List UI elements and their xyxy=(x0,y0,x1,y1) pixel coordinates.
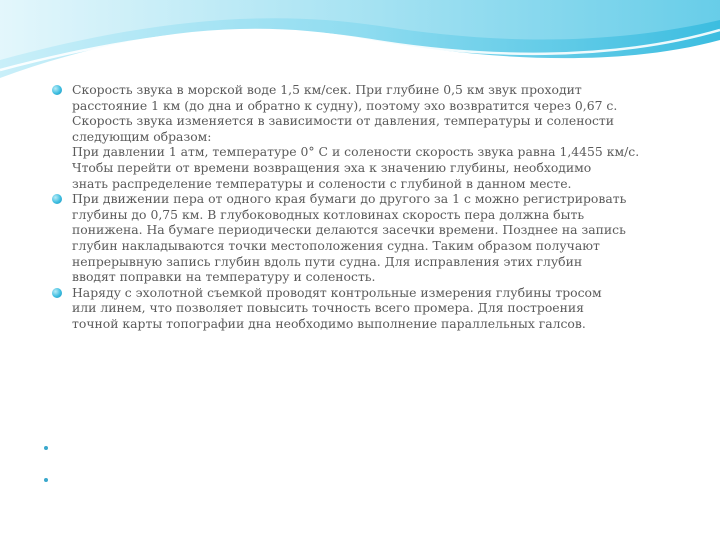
text-line: или линем, что позволяет повысить точность всего промера. Для построения xyxy=(72,300,584,316)
text-line: глубины до 0,75 км. В глубоководных котловинах скорость пера должна быть xyxy=(72,206,585,222)
text-line: следующим образом: xyxy=(72,128,212,144)
bullet-sound-speed xyxy=(52,82,692,191)
slide-body xyxy=(52,82,692,332)
text-line: непрерывную запись глубин вдоль пути судна. Для исправления этих глубин xyxy=(72,253,583,269)
text-line: Чтобы перейти от времени возвращения эха к значению глубины, необходимо xyxy=(72,159,592,175)
bullet-icon xyxy=(52,85,62,95)
text-line: При давлении 1 атм, температуре 0° С и солености скорость звука равна 1,4455 км/с. xyxy=(72,144,640,160)
wave-header-decoration xyxy=(0,0,720,90)
text-line: знать распределение температуры и солености с глубиной в данном месте. xyxy=(72,175,572,191)
text-line: точной карты топографии дна необходимо выполнение параллельных галсов. xyxy=(72,315,586,331)
text-line: глубин накладываются точки местоположения судна. Таким образом получают xyxy=(72,237,600,253)
bullet-control-measurements xyxy=(52,285,692,332)
empty-bullet-icon xyxy=(44,478,48,482)
text-line: Скорость звука в морской воде 1,5 км/сек. При глубине 0,5 км звук проходит xyxy=(72,82,582,97)
text-line: Наряду с эхолотной съемкой проводят контрольные измерения глубины тросом xyxy=(72,284,602,300)
bullet-icon xyxy=(52,194,62,204)
text-line: Скорость звука изменяется в зависимости от давления, температуры и солености xyxy=(72,113,615,129)
text-line: вводят поправки на температуру и соленость. xyxy=(72,269,376,285)
bullet-icon xyxy=(52,288,62,298)
text-line: расстояние 1 км (до дна и обратно к судну), поэтому эхо возвратится через 0,67 с. xyxy=(72,97,618,113)
text-line: понижена. На бумаге периодически делаются засечки времени. Позднее на запись xyxy=(72,222,626,238)
text-line: При движении пера от одного края бумаги до другого за 1 с можно регистрировать xyxy=(72,191,627,207)
empty-bullet-icon xyxy=(44,446,48,450)
bullet-pen-recording xyxy=(52,191,692,285)
